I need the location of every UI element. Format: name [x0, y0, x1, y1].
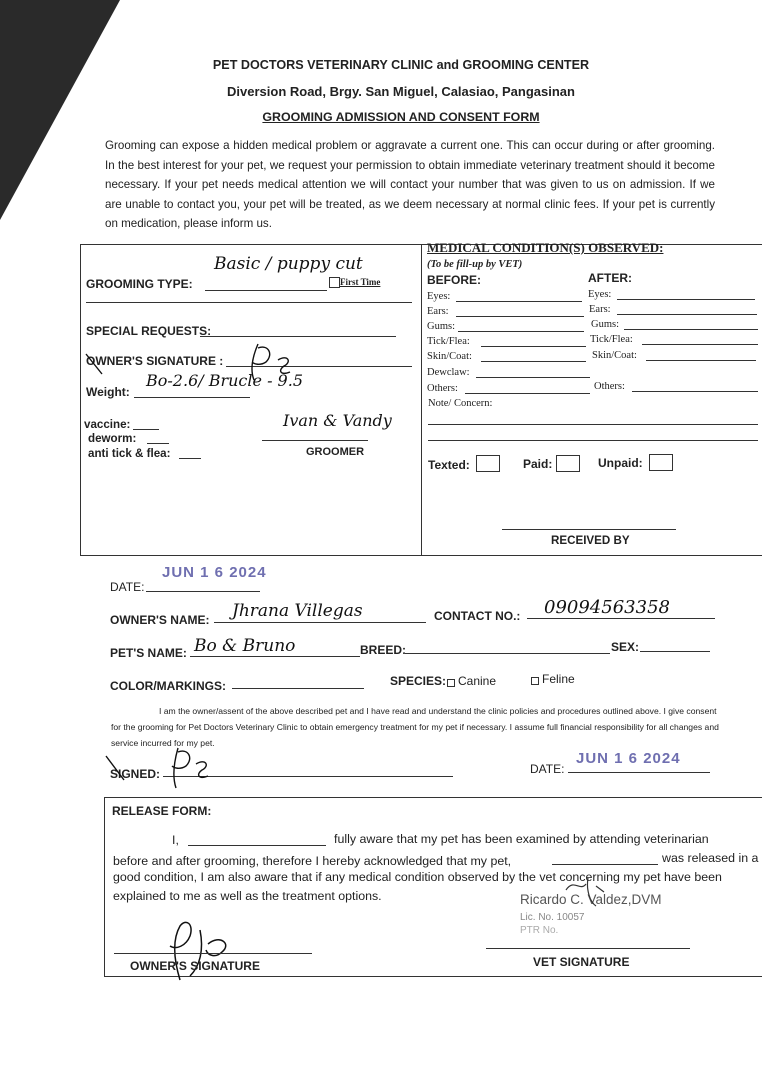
before-tickflea-line[interactable] — [481, 346, 586, 347]
release-title: RELEASE FORM: — [112, 804, 212, 818]
owner-name-value: Jhrana Villegas — [232, 601, 363, 621]
groomer-label: GROOMER — [306, 446, 365, 458]
intro-paragraph: Grooming can expose a hidden medical problem or aggravate a current one. This can occur during or after grooming. In the best interest for your pet, we request your permission to obtain immediate veterinary treatment should it become necessary. If your pet needs medical attention we will contact your number that was given to us on admission. If we are unable to contact you, your pet will be treated, as we deem necessary at normal clinic fees. If your pet is currently on medication, please inform us. — [105, 139, 715, 231]
vet-signature-label: VET SIGNATURE — [533, 955, 630, 969]
sex-label: SEX: — [611, 640, 640, 654]
before-label: BEFORE: — [427, 273, 481, 287]
after-eyes-line[interactable] — [617, 299, 755, 300]
clinic-address: Diversion Road, Brgy. San Miguel, Calasiao, Pangasinan — [227, 84, 575, 99]
date-line[interactable] — [146, 591, 260, 592]
note-line-1[interactable] — [428, 424, 758, 425]
grooming-type-value: Basic / puppy cut — [214, 254, 363, 274]
deworm-label: deworm: — [88, 432, 137, 445]
pet-name-line[interactable] — [190, 656, 360, 657]
grooming-blank-line — [86, 302, 412, 303]
owner-release-signature-line[interactable] — [114, 953, 312, 954]
after-ears: Ears: — [589, 304, 611, 315]
after-tickflea-line[interactable] — [642, 344, 758, 345]
canine-checkbox[interactable] — [447, 679, 455, 687]
before-gums-line[interactable] — [458, 331, 584, 332]
feline-label: Feline — [542, 672, 575, 686]
weight-label: Weight: — [86, 385, 130, 399]
consent-date-label: DATE: — [530, 762, 565, 776]
weight-line[interactable] — [134, 397, 250, 398]
antitick-label: anti tick & flea: — [88, 447, 171, 460]
after-label: AFTER: — [588, 271, 632, 285]
before-eyes-line[interactable] — [456, 301, 582, 302]
signed-label: SIGNED: — [110, 767, 161, 781]
before-tickflea: Tick/Flea: — [427, 336, 470, 347]
release-pet-line[interactable] — [552, 864, 658, 865]
medical-title: MEDICAL CONDITION(S) OBSERVED: — [427, 240, 664, 255]
medical-subtitle: (To be fill-up by VET) — [427, 259, 523, 270]
form-title: GROOMING ADMISSION AND CONSENT FORM — [262, 110, 540, 124]
contact-line[interactable] — [527, 618, 715, 619]
clinic-name: PET DOCTORS VETERINARY CLINIC and GROOMING CENTER — [212, 58, 590, 72]
antitick-line[interactable] — [179, 458, 201, 459]
color-markings-line[interactable] — [232, 688, 364, 689]
first-time-checkbox[interactable] — [329, 277, 340, 288]
owner-name-line[interactable] — [214, 622, 426, 623]
pet-name-value: Bo & Bruno — [194, 636, 296, 656]
owner-name-label: OWNER'S NAME: — [110, 613, 210, 627]
owner-release-signature-label: OWNER'S SIGNATURE — [130, 959, 260, 973]
paid-label: Paid: — [523, 457, 553, 471]
after-gums-line[interactable] — [624, 329, 758, 330]
consent-text: I am the owner/assent of the above described pet and I have read and understand the clinic policies and procedures outlined above. I give consent for the grooming for Pet Doctors Veterinary Clinic to obtain emergency treatment for my pet if necessary. I assume full financial responsibility for all changes and service incurred for my pet. — [111, 706, 719, 748]
before-ears: Ears: — [427, 306, 449, 317]
color-markings-label: COLOR/MARKINGS: — [110, 679, 226, 693]
release-line3: good condition, I am also aware that if any medical condition observed by the vet concerning my pet have been — [113, 870, 722, 884]
after-tickflea: Tick/Flea: — [590, 334, 633, 345]
release-line1-a: I, — [172, 833, 179, 847]
contact-value: 09094563358 — [544, 597, 670, 618]
groomer-value: Ivan & Vandy — [283, 411, 392, 430]
vaccine-label: vaccine: — [84, 418, 131, 431]
release-line2-a: before and after grooming, therefore I hereby acknowledged that my pet, — [113, 854, 512, 868]
consent-date-line[interactable] — [568, 772, 710, 773]
before-others: Others: — [427, 383, 458, 394]
received-by-line[interactable] — [502, 529, 676, 530]
before-dewclaw-line[interactable] — [476, 377, 590, 378]
vet-stamp-license: Lic. No. 10057 — [520, 912, 585, 923]
vet-signature-mark — [560, 872, 630, 912]
vet-stamp-ptr: PTR No. — [520, 925, 559, 936]
grooming-type-label: GROOMING TYPE: — [86, 277, 193, 291]
release-name-line[interactable] — [188, 845, 326, 846]
after-others: Others: — [594, 381, 625, 392]
after-eyes: Eyes: — [588, 289, 612, 300]
breed-line[interactable] — [405, 653, 610, 654]
texted-checkbox[interactable] — [476, 455, 500, 472]
after-gums: Gums: — [591, 319, 620, 330]
release-line2-b: was released in a — [662, 851, 759, 865]
weight-value: Bo-2.6/ Brucle - 9.5 — [146, 371, 303, 390]
sex-line[interactable] — [640, 651, 710, 652]
texted-label: Texted: — [428, 458, 470, 472]
box-divider — [421, 244, 422, 556]
date-stamp: JUN 1 6 2024 — [162, 564, 267, 581]
special-requests-label: SPECIAL REQUESTS: — [86, 324, 212, 338]
owner-release-signature-mark — [160, 910, 240, 990]
before-eyes: Eyes: — [427, 291, 451, 302]
vaccine-line[interactable] — [133, 429, 159, 430]
paid-checkbox[interactable] — [556, 455, 580, 472]
breed-label: BREED: — [360, 643, 407, 657]
after-others-line[interactable] — [632, 391, 758, 392]
before-skincoat-line[interactable] — [481, 361, 586, 362]
unpaid-label: Unpaid: — [598, 456, 643, 470]
release-line1-b: fully aware that my pet has been examined by attending veterinarian — [334, 832, 709, 846]
vet-stamp-name: Ricardo C. Valdez,DVM — [520, 892, 662, 907]
contact-label: CONTACT NO.: — [434, 609, 521, 623]
before-ears-line[interactable] — [456, 316, 584, 317]
date-label: DATE: — [110, 580, 145, 594]
received-by-label: RECEIVED BY — [551, 534, 630, 547]
feline-checkbox[interactable] — [531, 677, 539, 685]
unpaid-checkbox[interactable] — [649, 454, 673, 471]
after-ears-line[interactable] — [617, 314, 757, 315]
owner-signature-label: OWNER'S SIGNATURE : — [86, 354, 224, 368]
species-label: SPECIES: — [390, 674, 447, 688]
note-line-2[interactable] — [428, 440, 758, 441]
before-gums: Gums: — [427, 321, 456, 332]
after-skincoat: Skin/Coat: — [592, 350, 637, 361]
note-concern-label: Note/ Concern: — [428, 398, 493, 409]
before-skincoat: Skin/Coat: — [427, 351, 472, 362]
first-time-label: First Time — [340, 277, 381, 287]
vet-signature-line[interactable] — [486, 948, 690, 949]
before-others-line[interactable] — [465, 393, 590, 394]
groomer-line — [262, 440, 368, 441]
consent-signature-mark — [100, 740, 220, 800]
before-dewclaw: Dewclaw: — [427, 367, 470, 378]
after-skincoat-line[interactable] — [646, 360, 756, 361]
deworm-line[interactable] — [147, 443, 169, 444]
pet-name-label: PET'S NAME: — [110, 646, 187, 660]
grooming-type-line — [205, 290, 327, 291]
release-line4: explained to me as well as the treatment options. — [113, 889, 382, 903]
consent-date-stamp: JUN 1 6 2024 — [576, 750, 681, 767]
canine-label: Canine — [458, 674, 497, 688]
